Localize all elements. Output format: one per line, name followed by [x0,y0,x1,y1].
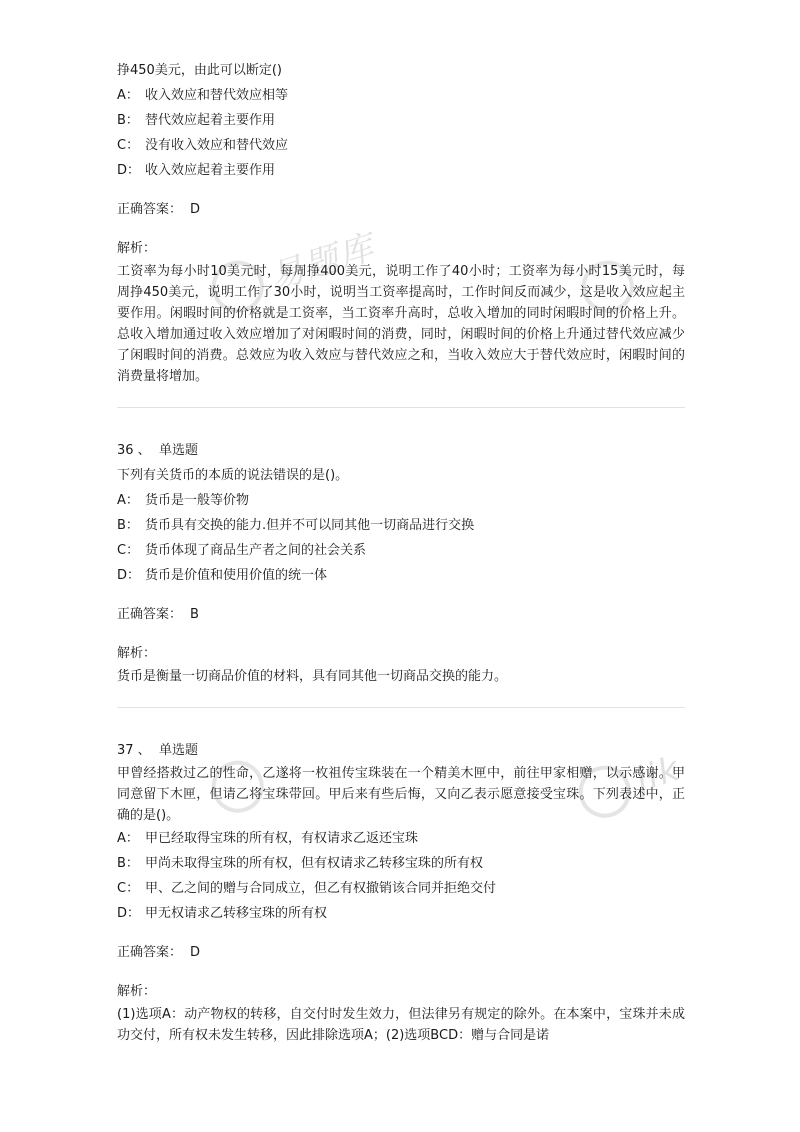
analysis-text: 工资率为每小时10美元时，每周挣400美元，说明工作了40小时；工资率为每小时15美元时，每周挣450美元，说明工作了30小时，说明当工资率提高时，工作时间反而减少，这是收入效应起主要作用。闲暇时间的价格就是工资率，当工资率升高时，总收入增加的同时闲暇时间的价格上升。总收入增加通过收入效应增加了对闲暇时间的消费，同时，闲暇时间的价格上升通过替代效应减少了闲暇时间的消费。总效应为收入效应与替代效应之和，当收入效应大于替代效应时，闲暇时间的消费量将增加。 [117,264,685,384]
analysis-label: 解析： [117,646,157,661]
option-d[interactable]: D： 货币是价值和使用价值的统一体 [117,568,328,583]
divider [117,707,685,708]
analysis-label: 解析： [117,241,157,256]
question-35 [117,58,685,387]
correct-answer: 正确答案： D [117,202,201,217]
analysis-label: 解析： [117,984,157,999]
option-a[interactable]: A： 货币是一般等价物 [117,493,250,508]
document-page [117,58,685,1046]
watermark-text: jik [630,748,686,801]
correct-answer: 正确答案： B [117,607,199,622]
watermark-text: 易题库 [264,227,381,299]
question-header: 36 、 单选题 [117,443,198,458]
question-stem: 下列有关货币的本质的说法错误的是()。 [117,468,349,483]
analysis-text: 货币是衡量一切商品价值的材料，具有同其他一切商品交换的能力。 [117,669,508,684]
question-stem: 甲曾经搭救过乙的性命，乙遂将一枚祖传宝珠装在一个精美木匣中，前往甲家相赠，以示感谢。甲同意留下木匣，但请乙将宝珠带回。甲后来有些后悔，又向乙表示愿意接受宝珠。下列表述中，正确的是()。 [117,766,685,823]
divider [117,407,685,408]
option-d[interactable]: D： 收入效应起着主要作用 [117,163,276,178]
option-b[interactable]: B： 货币具有交换的能力.但并不可以同其他一切商品进行交换 [117,518,475,533]
option-c[interactable]: C： 没有收入效应和替代效应 [117,138,289,153]
question-stem: 挣450美元，由此可以断定() [117,63,282,78]
analysis-text: (1)选项A：动产物权的转移，自交付时发生效力，但法律另有规定的除外。在本案中，宝珠并未成功交付，所有权未发生转移，因此排除选项A；(2)选项BCD：赠与合同是诺 [117,1007,685,1043]
question-36 [117,438,685,687]
option-d[interactable]: D： 甲无权请求乙转移宝珠的所有权 [117,906,328,921]
question-header: 37 、 单选题 [117,743,198,758]
question-37 [117,738,685,1046]
correct-answer: 正确答案： D [117,945,201,960]
option-b[interactable]: B： 甲尚未取得宝珠的所有权，但有权请求乙转移宝珠的所有权 [117,856,484,871]
option-c[interactable]: C： 甲、乙之间的赠与合同成立，但乙有权撤销该合同并拒绝交付 [117,881,497,896]
option-c[interactable]: C： 货币体现了商品生产者之间的社会关系 [117,543,367,558]
option-a[interactable]: A： 收入效应和替代效应相等 [117,88,289,103]
option-b[interactable]: B： 替代效应起着主要作用 [117,113,276,128]
option-a[interactable]: A： 甲已经取得宝珠的所有权，有权请求乙返还宝珠 [117,831,419,846]
